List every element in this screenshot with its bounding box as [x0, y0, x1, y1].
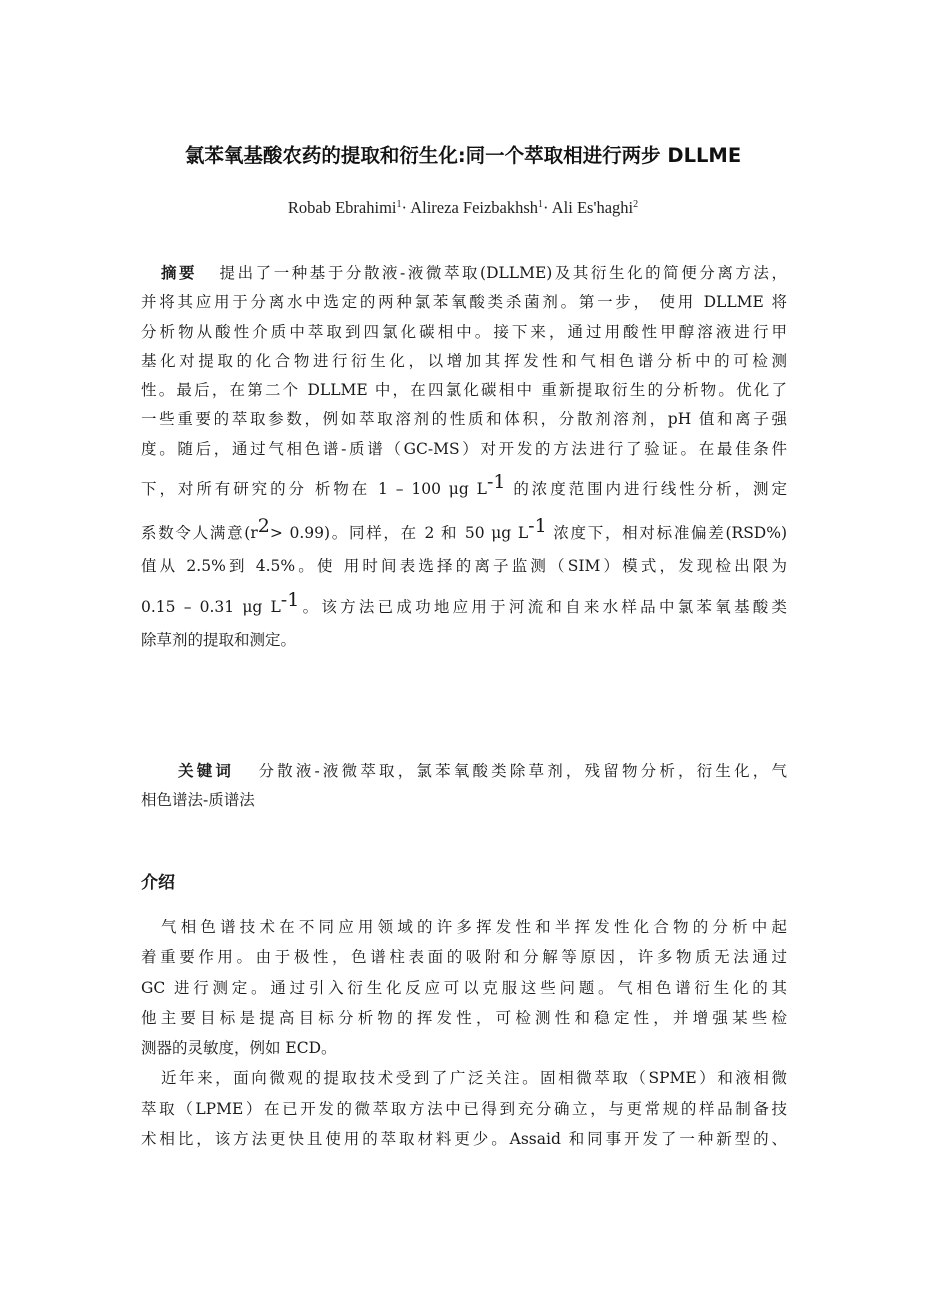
- unit-exponent: -1: [280, 588, 300, 611]
- author-affiliation: 1: [396, 199, 402, 210]
- author-list: [0, 198, 926, 218]
- abstract-line: 基化对提取的化合物进行衍生化，以增加其挥发性和气相色谱分析中的可检测: [141, 351, 787, 370]
- abstract-text: > 0.99)。同样，在 2 和 50 μg L: [269, 524, 529, 543]
- paragraph-line: 近年来，面向微观的提取技术受到了广泛关注。固相微萃取（SPME）和液相微: [161, 1069, 787, 1088]
- abstract: [141, 259, 787, 655]
- abstract-line: 值从 2.5%到 4.5%。使 用时间表选择的离子监测（SIM）模式，发现检出限为: [141, 557, 787, 576]
- abstract-text: 下，对所有研究的分 析物在 1 – 100 μg L: [141, 480, 487, 499]
- abstract-line: 一些重要的萃取参数，例如萃取溶剂的性质和体积，分散剂溶剂，pH 值和离子强: [141, 410, 787, 429]
- unit-exponent: -1: [528, 515, 547, 538]
- abstract-text: 0.15 – 0.31 μg L: [141, 597, 281, 616]
- paragraph-line: 他主要目标是提高目标分析物的挥发性，可检测性和稳定性，并增强某些检: [141, 1008, 787, 1027]
- abstract-text: 的浓度范围内进行线性分析，测定: [505, 480, 787, 499]
- paragraph-line: 术相比，该方法更快且使用的萃取材料更少。Assaid 和同事开发了一种新型的、: [141, 1130, 787, 1149]
- paragraph-line: 萃取（LPME）在已开发的微萃取方法中已得到充分确立，与更常规的样品制备技: [141, 1099, 787, 1118]
- abstract-line: [141, 464, 787, 508]
- keywords-text: 分散液-液微萃取，氯苯氧酸类除草剂，残留物分析，衍生化，气: [258, 762, 787, 780]
- abstract-line: 度。随后，通过气相色谱-质谱（GC-MS）对开发的方法进行了验证。在最佳条件: [141, 439, 787, 458]
- abstract-line: 性。最后，在第二个 DLLME 中，在四氯化碳相中 重新提取衍生的分析物。优化了: [141, 381, 787, 400]
- paragraph-line: 测器的灵敏度，例如 ECD。: [141, 1039, 337, 1058]
- r-squared-exponent: 2: [257, 515, 270, 538]
- paragraph-line: 着重要作用。由于极性，色谱柱表面的吸附和分解等原因，许多物质无法通过: [141, 948, 787, 967]
- paragraph-line: 气相色谱技术在不同应用领域的许多挥发性和半挥发性化合物的分析中起: [161, 918, 787, 936]
- abstract-line: 除草剂的提取和测定。: [141, 630, 297, 649]
- abstract-text: 系数令人满意(r: [141, 524, 258, 543]
- abstract-line: [141, 582, 787, 626]
- abstract-line: [141, 259, 787, 288]
- author-name: Robab Ebrahimi: [287, 198, 397, 217]
- author-affiliation: 2: [633, 199, 639, 210]
- author-separator: ·: [543, 198, 549, 217]
- section-heading: 介绍: [141, 873, 175, 893]
- keywords-line: 相色谱法-质谱法: [141, 791, 255, 809]
- keywords-label: 关键词: [178, 762, 235, 780]
- author-separator: ·: [401, 198, 407, 217]
- abstract-line: [141, 508, 787, 552]
- paragraph-line: GC 进行测定。通过引入衍生化反应可以克服这些问题。气相色谱衍生化的其: [141, 978, 787, 997]
- keywords-line: [141, 757, 787, 786]
- introduction-body: [141, 912, 787, 1154]
- unit-exponent: -1: [486, 471, 506, 494]
- keywords: [141, 757, 787, 815]
- paper-title: 氯苯氧基酸农药的提取和衍生化:同一个萃取相进行两步 DLLME: [184, 144, 742, 167]
- author-name: Ali Es'haghi: [551, 198, 634, 217]
- abstract-text: 浓度下，相对标准偏差(RSD%): [546, 524, 788, 543]
- abstract-line: 并将其应用于分离水中选定的两种氯苯氧酸类杀菌剂。第一步， 使用 DLLME 将: [141, 293, 787, 312]
- abstract-text: 。该方法已成功地应用于河流和自来水样品中氯苯氧基酸类: [299, 597, 787, 616]
- author-affiliation: 1: [538, 199, 544, 210]
- abstract-line: 分析物从酸性介质中萃取到四氯化碳相中。接下来，通过用酸性甲醇溶液进行甲: [141, 322, 787, 341]
- abstract-label: 摘要: [161, 264, 198, 282]
- author-name: Alireza Feizbakhsh: [410, 198, 539, 217]
- abstract-text: 提出了一种基于分散液-液微萃取(DLLME)及其衍生化的简便分离方法，: [219, 264, 787, 282]
